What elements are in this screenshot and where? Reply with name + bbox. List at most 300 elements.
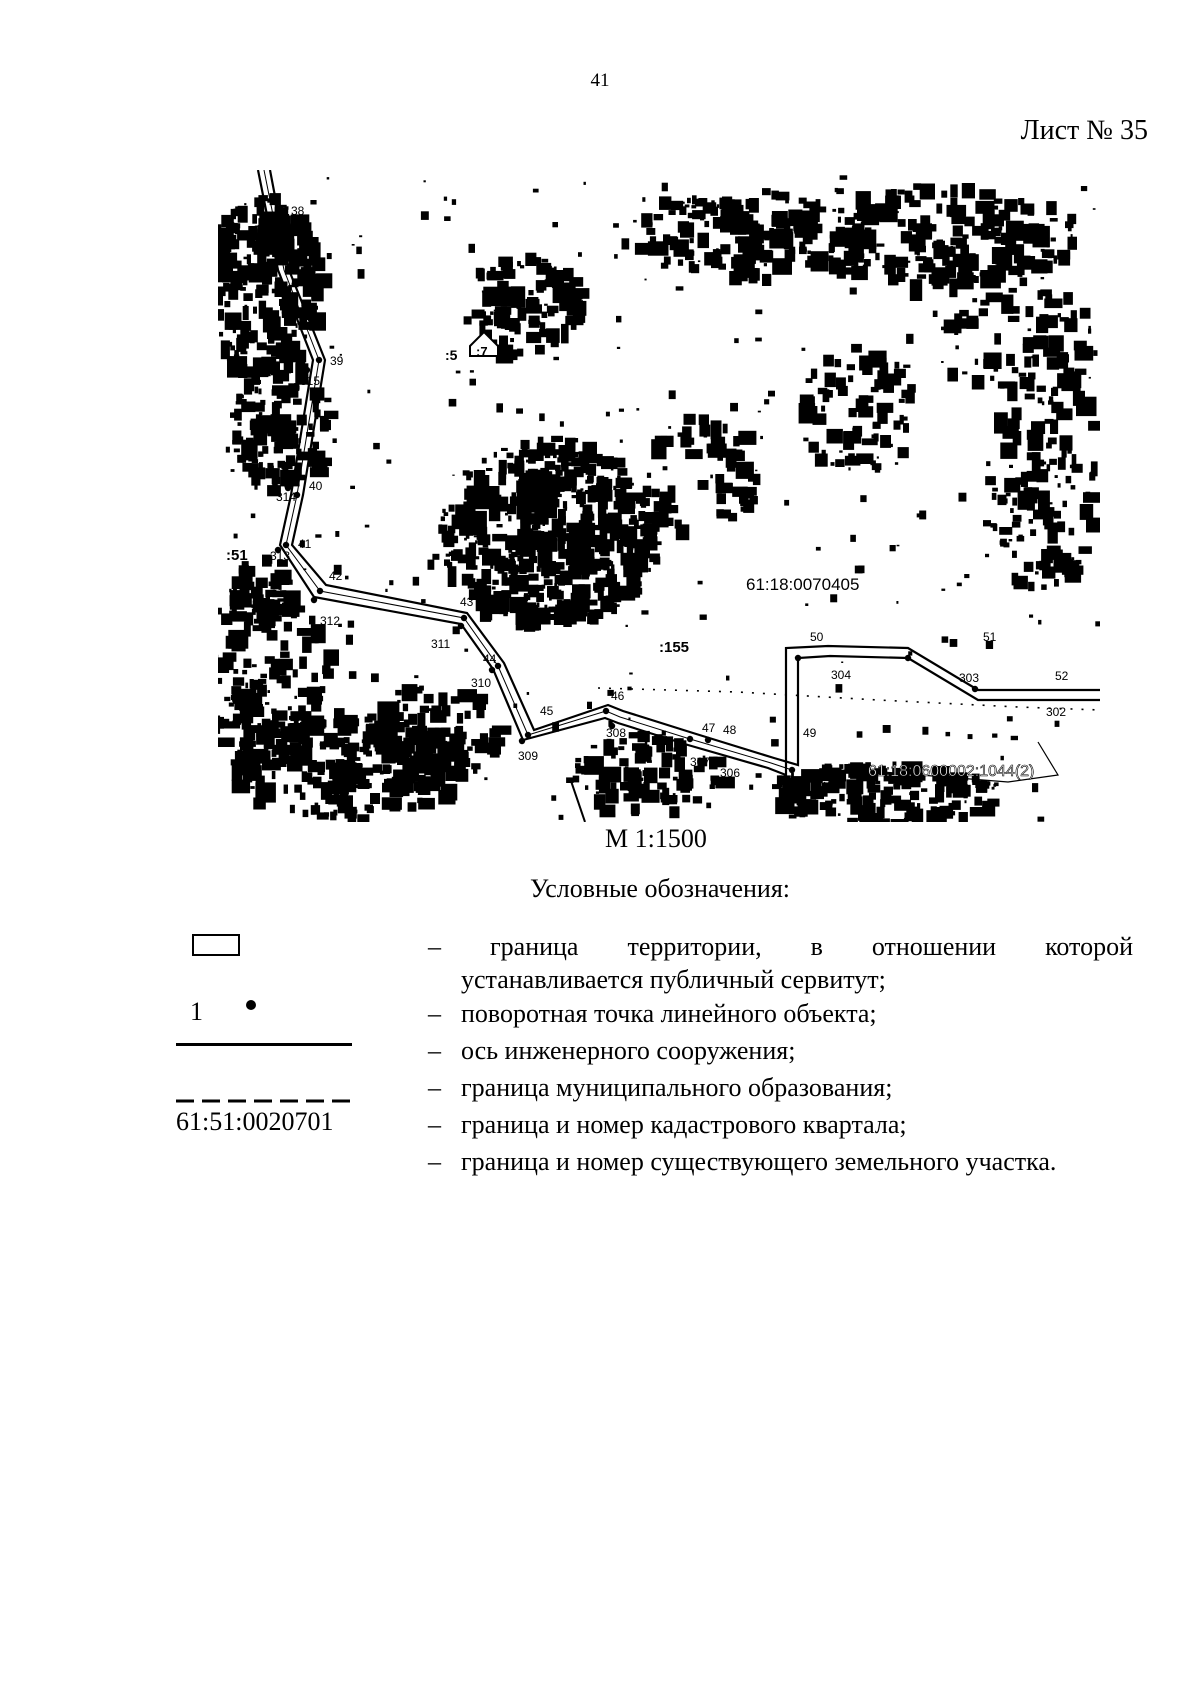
vegetation-patch (883, 383, 894, 393)
vegetation-patch (461, 753, 468, 759)
vegetation-patch (303, 810, 309, 817)
vegetation-patch (1022, 379, 1031, 386)
vegetation-patch (282, 466, 288, 472)
vegetation-patch (640, 751, 647, 762)
vegetation-patch (324, 398, 331, 403)
vegetation-patch (417, 798, 422, 803)
vegetation-patch (348, 743, 359, 752)
vegetation-patch (623, 532, 626, 533)
vegetation-patch (946, 732, 951, 736)
vegetation-patch (254, 485, 257, 489)
turning-point-dot (317, 588, 323, 594)
vegetation-patch (678, 259, 683, 265)
vegetation-patch (587, 613, 595, 624)
vegetation-patch (962, 234, 968, 238)
vegetation-patch (238, 269, 244, 276)
vegetation-patch (274, 727, 277, 732)
vegetation-patch (838, 217, 841, 223)
vegetation-patch (558, 550, 567, 559)
vegetation-patch (630, 515, 637, 522)
point-label-312: 312 (320, 614, 341, 628)
vegetation-patch (368, 783, 371, 788)
vegetation-patch (293, 669, 298, 677)
vegetation-patch (497, 281, 509, 292)
vegetation-patch (688, 432, 691, 435)
vegetation-patch (296, 323, 298, 328)
vegetation-patch (243, 745, 251, 753)
vegetation-patch (454, 762, 466, 778)
vegetation-patch (256, 414, 262, 424)
vegetation-patch (330, 346, 335, 349)
vegetation-patch (491, 729, 494, 732)
point-label-314: 314 (276, 490, 297, 504)
vegetation-patch (241, 753, 247, 759)
vegetation-patch (271, 709, 276, 714)
vegetation-patch (848, 375, 853, 382)
vegetation-patch (711, 200, 714, 205)
vegetation-patch (806, 224, 823, 234)
vegetation-patch (260, 728, 262, 732)
vegetation-patch (1065, 221, 1074, 228)
point-label-303: 303 (959, 671, 980, 685)
vegetation-patch (688, 213, 697, 218)
turning-point-dot (316, 357, 322, 363)
vegetation-patch (310, 467, 329, 477)
vegetation-patch (1046, 201, 1057, 215)
vegetation-patch (1024, 356, 1031, 367)
vegetation-patch (735, 205, 743, 215)
vegetation-patch (920, 215, 930, 226)
vegetation-patch (860, 495, 866, 502)
vegetation-patch (311, 809, 315, 815)
vegetation-patch (552, 615, 556, 620)
vegetation-patch (454, 727, 463, 739)
vegetation-patch (464, 316, 472, 324)
vegetation-patch (1054, 557, 1071, 573)
vegetation-blobs (218, 175, 1100, 822)
vegetation-patch (502, 572, 508, 586)
vegetation-patch (617, 347, 620, 349)
vegetation-patch (990, 376, 994, 381)
vegetation-patch (1037, 469, 1049, 482)
vegetation-patch (527, 692, 529, 695)
vegetation-patch (1012, 306, 1019, 314)
vegetation-patch (877, 244, 885, 247)
vegetation-patch (1018, 272, 1023, 277)
vegetation-patch (292, 330, 297, 337)
vegetation-patch (394, 773, 400, 778)
vegetation-patch (638, 511, 645, 521)
vegetation-patch (691, 264, 699, 273)
vegetation-patch (233, 329, 236, 333)
vegetation-patch (639, 784, 649, 799)
vegetation-patch (259, 363, 267, 375)
vegetation-patch (543, 517, 549, 522)
vegetation-patch (556, 470, 563, 476)
vegetation-patch (587, 702, 592, 709)
vegetation-patch (520, 265, 524, 268)
label-parcel-51: :51 (226, 547, 248, 564)
vegetation-patch (428, 747, 437, 753)
vegetation-patch (309, 461, 313, 467)
vegetation-patch (657, 783, 667, 790)
vegetation-patch (233, 677, 244, 686)
vegetation-patch (868, 244, 872, 248)
vegetation-patch (235, 295, 238, 298)
vegetation-patch (877, 456, 879, 458)
vegetation-patch (717, 204, 719, 208)
vegetation-patch (922, 727, 928, 735)
vegetation-patch (1011, 736, 1018, 740)
vegetation-patch (297, 227, 307, 236)
vegetation-patch (584, 756, 604, 775)
vegetation-patch (866, 804, 872, 808)
vegetation-patch (856, 200, 863, 208)
vegetation-patch (444, 762, 450, 770)
vegetation-patch (346, 635, 353, 645)
vegetation-patch (1072, 464, 1083, 473)
vegetation-patch (1076, 369, 1081, 376)
vegetation-patch (240, 399, 247, 404)
vegetation-patch (465, 547, 471, 554)
vegetation-patch (646, 228, 655, 235)
vegetation-patch (1027, 471, 1037, 482)
vegetation-patch (541, 532, 549, 539)
vegetation-patch (872, 434, 874, 438)
vegetation-patch (758, 411, 761, 413)
vegetation-patch (572, 584, 585, 594)
vegetation-patch (698, 480, 709, 490)
point-label-302: 302 (1046, 705, 1067, 719)
vegetation-patch (913, 183, 921, 190)
vegetation-patch (449, 399, 457, 407)
vegetation-patch (259, 301, 266, 319)
vegetation-patch (236, 769, 243, 774)
vegetation-patch (884, 255, 896, 275)
vegetation-patch (880, 435, 891, 448)
vegetation-patch (964, 574, 969, 578)
vegetation-patch (706, 803, 711, 809)
vegetation-patch (558, 533, 575, 541)
legend-dash: – (428, 999, 441, 1028)
vegetation-patch (475, 540, 478, 544)
vegetation-patch (594, 794, 606, 810)
vegetation-patch (716, 248, 719, 252)
vegetation-patch (240, 287, 246, 291)
vegetation-patch (345, 576, 349, 580)
vegetation-patch (373, 443, 380, 449)
vegetation-patch (1027, 452, 1038, 460)
vegetation-patch (715, 474, 724, 483)
vegetation-patch (901, 802, 907, 809)
vegetation-patch (1018, 198, 1024, 205)
vegetation-patch (726, 676, 729, 681)
vegetation-patch (225, 661, 234, 671)
vegetation-patch (529, 471, 540, 487)
vegetation-patch (473, 764, 477, 774)
vegetation-patch (950, 198, 957, 205)
vegetation-patch (917, 513, 924, 517)
vegetation-patch (287, 732, 291, 737)
vegetation-patch (220, 742, 223, 744)
vegetation-patch (640, 498, 650, 506)
legend-item-boundary (428, 930, 1133, 996)
vegetation-patch (576, 766, 588, 774)
vegetation-patch (890, 545, 896, 551)
vegetation-patch (606, 596, 609, 602)
vegetation-patch (486, 468, 492, 471)
vegetation-patch (616, 316, 621, 323)
vegetation-patch (636, 408, 639, 411)
vegetation-patch (659, 768, 670, 779)
legend-symbol-solid-line (176, 1043, 356, 1046)
vegetation-patch (711, 437, 725, 451)
vegetation-patch (647, 760, 652, 763)
vegetation-patch (550, 537, 556, 542)
vegetation-patch (871, 387, 879, 392)
vegetation-patch (1047, 246, 1049, 248)
vegetation-patch (453, 549, 462, 555)
vegetation-patch (985, 476, 996, 485)
vegetation-patch (315, 534, 321, 537)
vegetation-patch (505, 535, 522, 550)
vegetation-patch (662, 753, 673, 768)
vegetation-patch (526, 332, 541, 343)
vegetation-patch (377, 701, 399, 722)
vegetation-patch (1006, 354, 1015, 366)
vegetation-patch (840, 175, 848, 180)
vegetation-patch (897, 545, 900, 547)
vegetation-patch (908, 219, 917, 231)
vegetation-patch (490, 562, 493, 569)
vegetation-patch (389, 580, 393, 585)
vegetation-patch (544, 304, 548, 306)
vegetation-patch (983, 520, 991, 526)
vegetation-patch (348, 621, 354, 628)
vegetation-patch (367, 390, 370, 394)
vegetation-patch (654, 214, 664, 220)
vegetation-patch (599, 480, 602, 486)
vegetation-patch (657, 541, 662, 545)
vegetation-patch (1025, 394, 1035, 400)
vegetation-patch (349, 671, 357, 679)
vegetation-patch (998, 381, 1015, 388)
vegetation-patch (1093, 208, 1096, 210)
vegetation-patch (936, 204, 942, 214)
vegetation-patch (441, 516, 445, 521)
vegetation-patch (282, 676, 291, 689)
vegetation-patch (799, 198, 807, 204)
vegetation-patch (382, 797, 402, 810)
vegetation-patch (820, 802, 829, 810)
vegetation-patch (224, 301, 230, 307)
vegetation-patch (240, 737, 243, 742)
vegetation-patch (568, 566, 582, 579)
vegetation-patch (230, 345, 235, 350)
vegetation-patch (297, 475, 306, 481)
vegetation-patch (662, 183, 668, 192)
vegetation-patch (628, 545, 633, 550)
vegetation-patch (619, 758, 628, 766)
vegetation-patch (278, 761, 287, 767)
vegetation-patch (762, 250, 772, 256)
vegetation-patch (515, 456, 524, 468)
vegetation-patch (891, 819, 906, 822)
vegetation-patch (333, 718, 344, 728)
point-label-304: 304 (831, 668, 852, 682)
vegetation-patch (947, 368, 958, 382)
vegetation-patch (747, 495, 754, 499)
vegetation-patch (365, 805, 374, 811)
vegetation-patch (293, 399, 302, 405)
vegetation-patch (467, 746, 473, 750)
vegetation-patch (617, 460, 624, 466)
turning-point-dot (789, 767, 795, 773)
vegetation-patch (582, 442, 597, 457)
vegetation-patch (1054, 511, 1061, 519)
vegetation-patch (286, 214, 289, 218)
legend-item-axis-text: ось инженерного сооружения; (461, 1036, 796, 1065)
point-label-40: 40 (309, 479, 323, 493)
vegetation-patch (470, 379, 477, 386)
vegetation-patch (654, 739, 658, 744)
vegetation-patch (293, 747, 312, 766)
vegetation-patch (548, 309, 555, 316)
vegetation-patch (816, 547, 821, 551)
vegetation-patch (903, 365, 910, 368)
vegetation-patch (949, 803, 956, 808)
vegetation-patch (606, 485, 610, 489)
vegetation-patch (572, 476, 577, 486)
vegetation-patch (952, 811, 955, 815)
vegetation-patch (274, 401, 282, 409)
vegetation-patch (845, 217, 855, 225)
vegetation-patch (499, 561, 507, 570)
vegetation-patch (896, 601, 898, 604)
vegetation-patch (875, 818, 890, 822)
vegetation-patch (1012, 551, 1017, 558)
vegetation-patch (645, 279, 647, 281)
vegetation-patch (395, 690, 401, 696)
vegetation-patch (843, 431, 861, 444)
vegetation-patch (1060, 354, 1069, 362)
turning-point-dot (519, 738, 525, 744)
vegetation-patch (449, 505, 455, 512)
vegetation-patch (315, 803, 319, 806)
vegetation-patch (710, 475, 713, 479)
vegetation-patch (243, 730, 255, 741)
vegetation-patch (606, 747, 618, 755)
vegetation-patch (288, 706, 292, 710)
vegetation-patch (849, 408, 857, 417)
vegetation-patch (426, 735, 435, 743)
vegetation-patch (547, 268, 555, 277)
vegetation-patch (1060, 435, 1073, 450)
vegetation-patch (271, 350, 278, 357)
vegetation-patch (933, 311, 938, 317)
vegetation-patch (1002, 303, 1009, 308)
vegetation-patch (442, 531, 452, 542)
vegetation-patch (799, 247, 807, 255)
vegetation-patch (577, 490, 582, 495)
vegetation-patch (941, 361, 944, 363)
vegetation-patch (768, 391, 775, 397)
vegetation-patch (882, 265, 887, 268)
vegetation-patch (1058, 313, 1061, 317)
vegetation-patch (663, 518, 674, 526)
vegetation-patch (268, 338, 274, 344)
map-scale: М 1:1500 (605, 824, 707, 853)
vegetation-patch (539, 413, 545, 421)
vegetation-patch (282, 424, 288, 434)
vegetation-patch (1009, 539, 1013, 541)
vegetation-patch (552, 222, 558, 227)
vegetation-patch (663, 466, 668, 470)
vegetation-patch (1008, 316, 1020, 322)
vegetation-patch (957, 206, 961, 208)
vegetation-patch (741, 507, 746, 512)
vegetation-patch (259, 412, 262, 415)
vegetation-patch (371, 673, 379, 682)
vegetation-patch (523, 575, 528, 583)
vegetation-patch (279, 659, 293, 671)
vegetation-patch (311, 673, 318, 682)
vegetation-patch (1023, 344, 1034, 353)
vegetation-patch (464, 649, 468, 652)
vegetation-patch (385, 589, 387, 592)
vegetation-patch (589, 600, 598, 606)
vegetation-patch (999, 210, 1011, 221)
vegetation-patch (482, 291, 491, 307)
vegetation-patch (668, 796, 677, 805)
vegetation-patch (838, 208, 844, 214)
vegetation-patch (1005, 240, 1016, 255)
vegetation-patch (494, 310, 498, 312)
point-label-49: 49 (803, 726, 817, 740)
vegetation-patch (700, 615, 707, 620)
vegetation-patch (720, 244, 730, 254)
vegetation-patch (1012, 522, 1021, 528)
label-parcel-7: :7 (476, 344, 488, 359)
vegetation-patch (844, 764, 855, 774)
parcel-number-label: 61:18:0600002:1044(2) (868, 763, 1035, 780)
vegetation-patch (486, 319, 493, 325)
vegetation-patch (920, 184, 935, 200)
vegetation-patch (475, 497, 481, 503)
vegetation-patch (738, 236, 754, 252)
vegetation-patch (639, 769, 641, 771)
vegetation-patch (530, 608, 550, 625)
vegetation-patch (1012, 498, 1017, 506)
vegetation-patch (958, 265, 965, 274)
vegetation-patch (280, 652, 290, 658)
vegetation-patch (1048, 400, 1054, 404)
vegetation-patch (755, 470, 757, 472)
vegetation-patch (742, 487, 756, 496)
vegetation-patch (809, 442, 819, 453)
vegetation-patch (770, 717, 776, 723)
vegetation-patch (1030, 529, 1036, 536)
vegetation-patch (847, 364, 855, 370)
vegetation-patch (581, 547, 591, 554)
vegetation-patch (698, 260, 700, 262)
vegetation-patch (974, 276, 979, 283)
vegetation-patch (539, 544, 546, 555)
vegetation-patch (894, 421, 901, 430)
vegetation-patch (660, 793, 668, 800)
vegetation-patch (1023, 224, 1044, 244)
vegetation-patch (584, 182, 586, 185)
